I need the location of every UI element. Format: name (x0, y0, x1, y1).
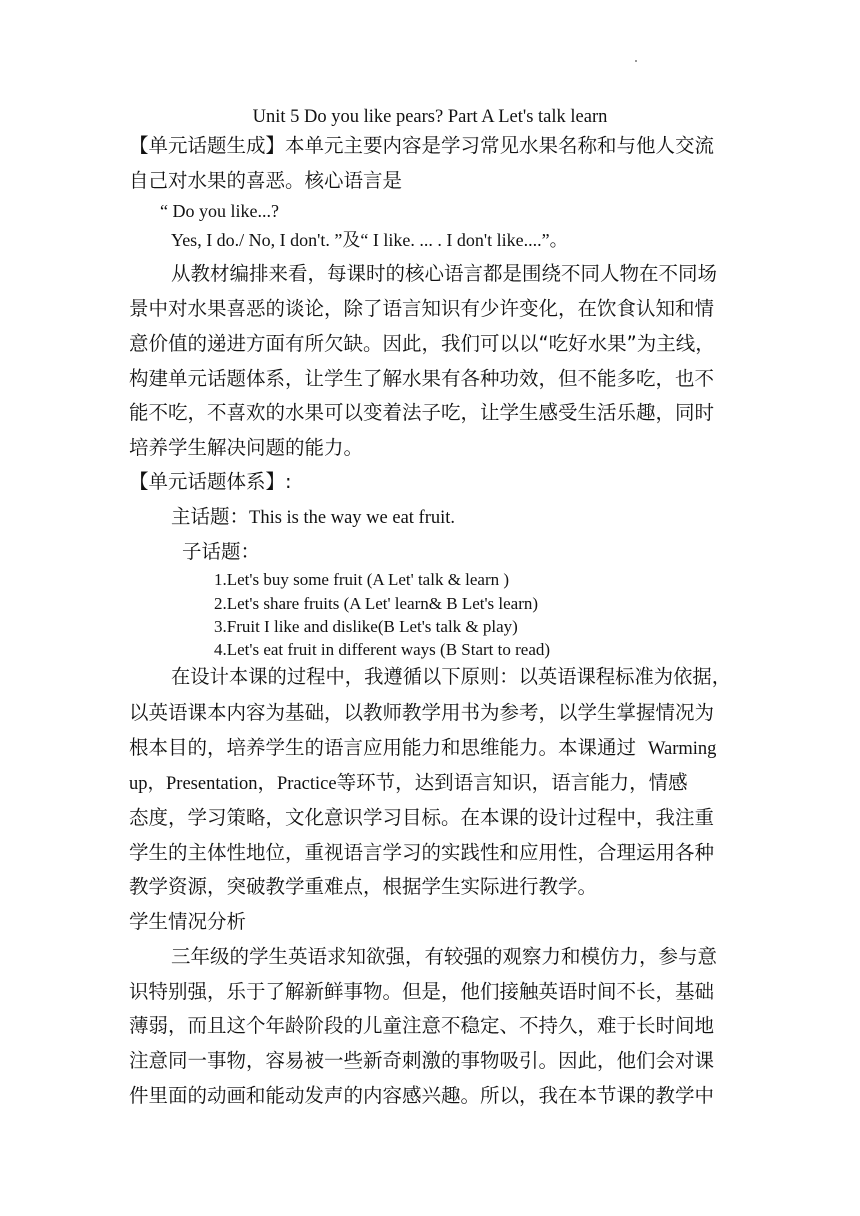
para3-line-4: 注意同一事物，容易被一些新奇刺激的事物吸引。因此，他们会对课 (129, 1049, 715, 1072)
subtopic-1: 1.Let's buy some fruit (A Let' talk & learn ) (214, 570, 510, 589)
para2-comma: ， (257, 771, 277, 794)
para2-line-4 (129, 770, 688, 797)
main-topic-text: This is the way we eat fruit. (249, 508, 456, 528)
main-topic (171, 504, 455, 531)
core-answer-c: “ I like. ... . I don't like....” (360, 230, 550, 250)
intro-line-1 (129, 133, 714, 159)
para1-line-4: 构建单元话题体系，让学生了解水果有各种功效，但不能多吃，也不 (129, 367, 715, 390)
para2-line-3-text: 根本目的，培养学生的语言应用能力和思维能力。本课通过 (129, 736, 637, 759)
core-question: “ Do you like...? (160, 201, 279, 221)
subtopic-3: 3.Fruit I like and dislike(B Let's talk & play) (214, 617, 518, 636)
para2-line-1: 在设计本课的过程中，我遵循以下原则：以英语课程标准为依据， (171, 665, 732, 688)
subtopic-4: 4.Let's eat fruit in different ways (B Start to read) (214, 640, 551, 659)
para2-line-7: 教学资源，突破教学重难点，根据学生实际进行教学。 (129, 875, 598, 898)
para2-line-2: 以英语课本内容为基础，以教师教学用书为参考，以学生掌握情况为 (129, 701, 715, 724)
document-title: Unit 5 Do you like pears? Part A Let's talk learn (252, 107, 608, 127)
core-answer-a: Yes, I do./ No, I don't. ” (171, 230, 343, 250)
para3-line-5: 件里面的动画和能动发声的内容感兴趣。所以，我在本节课的教学中 (129, 1084, 715, 1107)
intro-label: 【单元话题生成】 (129, 134, 286, 157)
para2-line-6: 学生的主体性地位，重视语言学习的实践性和应用性，合理运用各种 (129, 841, 715, 864)
para2-line-3 (129, 735, 716, 762)
para1-line-1: 从教材编排来看，每课时的核心语言都是围绕不同人物在不同场 (171, 262, 718, 285)
para1-line-5: 能不吃，不喜欢的水果可以变着法子吃，让学生感受生活乐趣，同时 (129, 401, 715, 424)
para1-line-6: 培养学生解决问题的能力。 (129, 436, 364, 459)
main-topic-label: 主话题： (171, 505, 250, 528)
para1-line-2: 景中对水果喜恶的谈论，除了语言知识有少许变化，在饮食认知和情 (129, 297, 715, 320)
para3-line-3: 薄弱，而且这个年龄阶段的儿童注意不稳定、不持久，难于长时间地 (129, 1014, 715, 1037)
para2-line-4-text: 等环节，达到语言知识，语言能力，情感 (336, 771, 688, 794)
analysis-heading: 学生情况分析 (129, 910, 247, 933)
subtopic-2: 2.Let's share fruits (A Let' learn& B Let's learn) (214, 594, 539, 613)
sub-topic-label: 子话题： (182, 540, 261, 563)
para2-up: up， (129, 774, 167, 794)
para2-warming: Warming (648, 739, 717, 759)
core-answer-d: 。 (549, 230, 568, 251)
page-dot (635, 60, 637, 62)
intro-text-1: 本单元主要内容是学习常见水果名称和与他人交流 (285, 134, 715, 157)
para3-line-1: 三年级的学生英语求知欲强，有较强的观察力和模仿力，参与意 (171, 945, 718, 968)
system-heading: 【单元话题体系】: (129, 470, 292, 493)
para2-practice: Practice (276, 774, 337, 794)
para3-line-2: 识特别强，乐于了解新鲜事物。但是，他们接触英语时间不长，基础 (129, 980, 715, 1003)
para2-line-5: 态度，学习策略，文化意识学习目标。在本课的设计过程中，我注重 (129, 806, 715, 829)
core-answers (171, 227, 568, 254)
core-answer-b: 及 (342, 230, 361, 251)
para1-line-3: 意价值的递进方面有所欠缺。因此，我们可以以“吃好水果”为主线， (129, 332, 715, 355)
intro-line-2: 自己对水果的喜恶。核心语言是 (129, 169, 403, 192)
para2-presentation: Presentation (166, 774, 258, 794)
